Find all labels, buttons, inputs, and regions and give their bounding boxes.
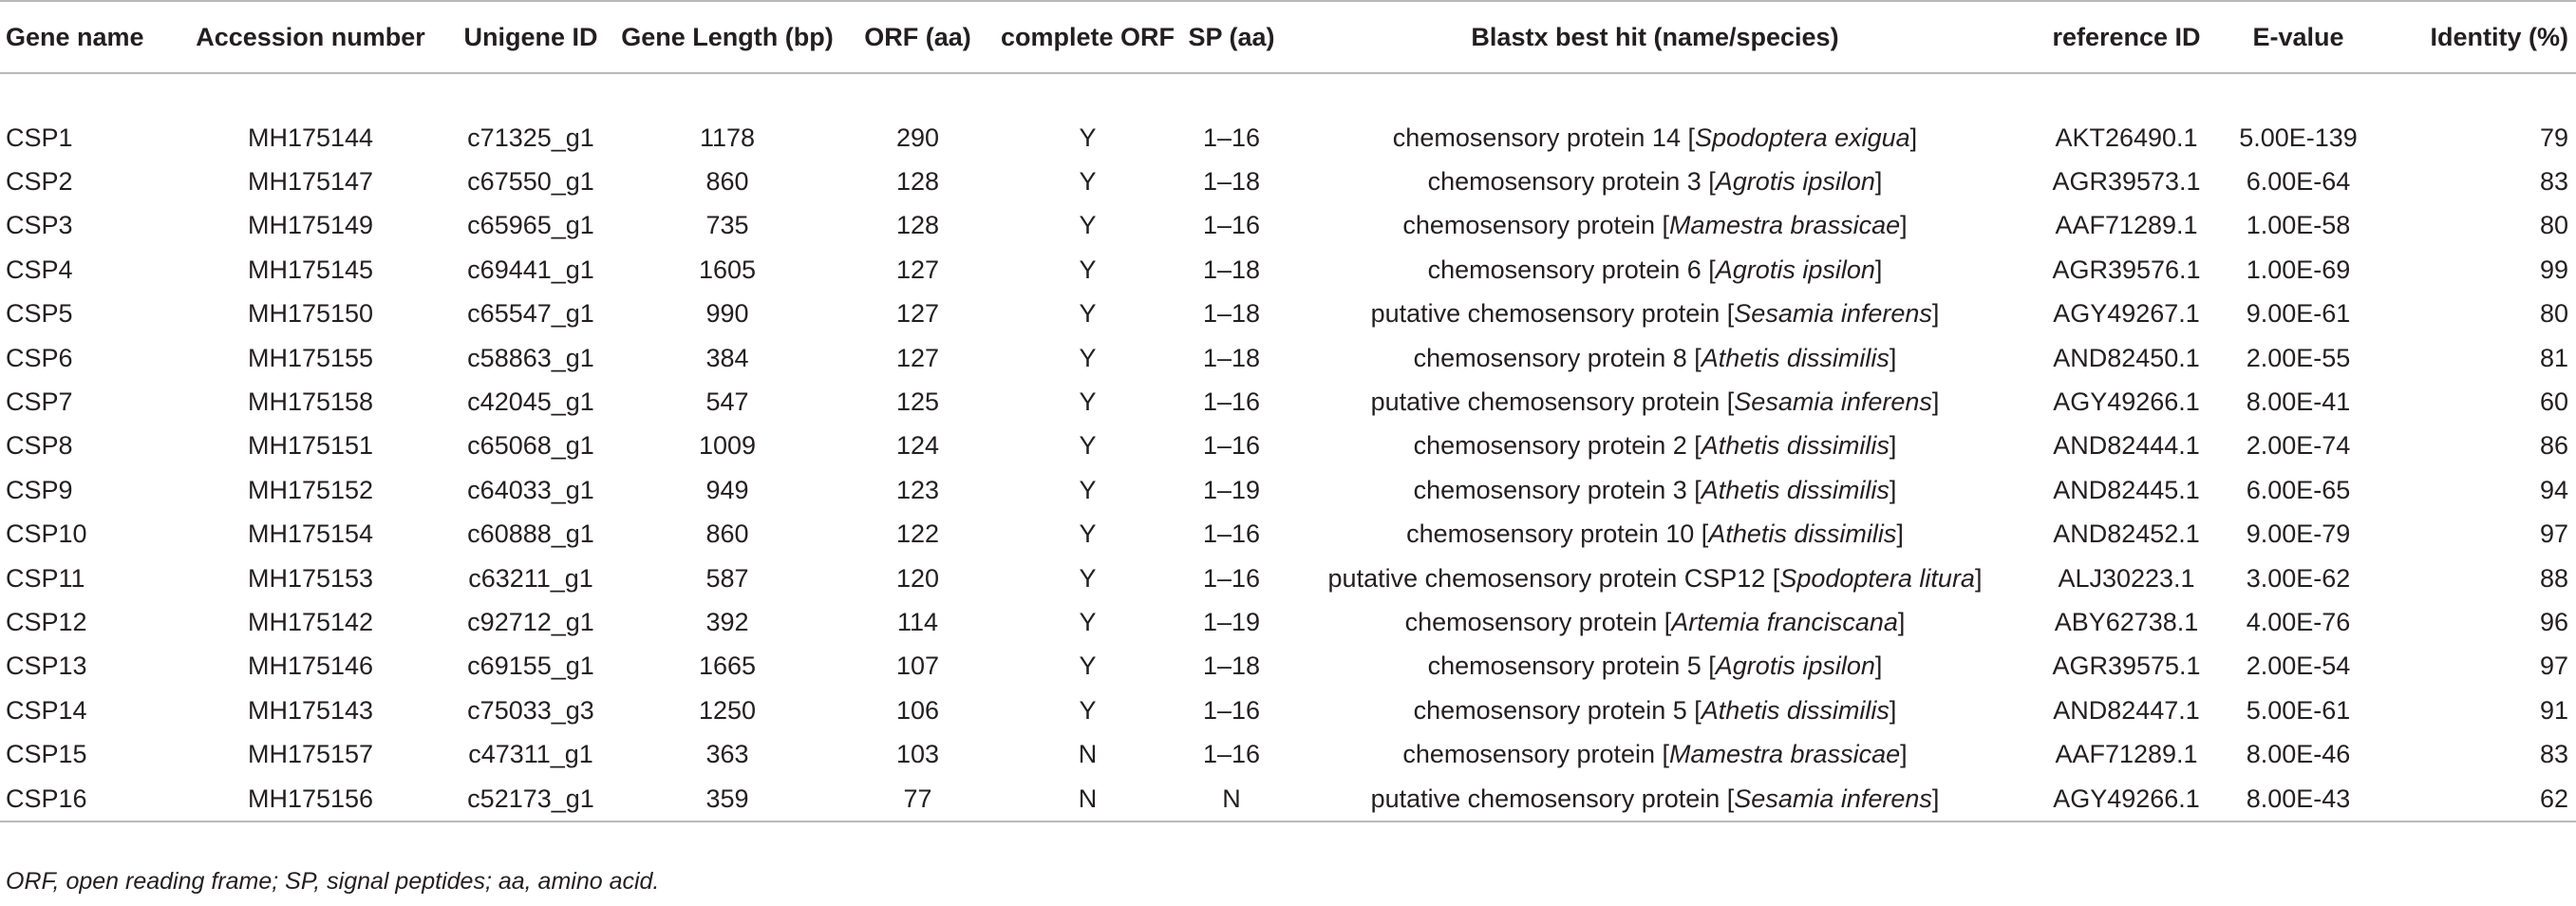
cell-unigene-id: c52173_g1 (450, 777, 611, 821)
cell-gene-name: CSP11 (6, 563, 85, 593)
cell-accession-number: MH175150 (247, 299, 374, 329)
hit-bracket-close: ] (1900, 211, 1908, 240)
hit-bracket-close: ] (1874, 651, 1883, 681)
cell-e-value: 9.00E-79 (2246, 519, 2351, 549)
cell-accession-number: MH175147 (247, 167, 374, 197)
cell-orf: 127 (895, 299, 940, 329)
cell-sp: 1–16 (1202, 563, 1261, 593)
hit-bracket-close: ] (1889, 431, 1897, 461)
cell-sp: 1–16 (1202, 387, 1261, 417)
cell-complete-orf: Y (1079, 519, 1097, 549)
cell-identity: 62 (2374, 777, 2576, 821)
cell-sp: 1–16 (1202, 740, 1261, 769)
cell-reference-id: AAF71289.1 (2055, 740, 2198, 769)
hit-bracket-close: ] (1900, 740, 1908, 769)
cell-identity: 83 (2539, 167, 2568, 197)
cell-e-value: 2.00E-74 (2246, 431, 2351, 461)
hit-bracket-close: ] (1931, 387, 1940, 417)
cell-accession-number: MH175151 (247, 431, 374, 461)
cell-gene-length: 860 (705, 519, 749, 549)
cell-identity: 83 (2539, 740, 2568, 769)
hit-name: chemosensory protein 5 (1413, 695, 1687, 725)
hit-name: chemosensory protein 10 (1406, 519, 1695, 549)
cell-gene-name: CSP10 (6, 519, 87, 549)
cell-e-value: 4.00E-76 (2246, 607, 2351, 636)
hit-bracket-open: [ (1655, 740, 1670, 769)
cell-gene-name: CSP4 (6, 255, 73, 284)
hit-bracket-close: ] (1889, 343, 1897, 372)
hit-name: chemosensory protein 5 (1427, 651, 1702, 681)
cell-complete-orf: Y (1079, 255, 1097, 284)
cell-gene-length: 1178 (699, 123, 756, 152)
cell-unigene-id: c47311_g1 (468, 740, 593, 769)
hit-bracket-close: ] (1931, 299, 1940, 329)
cell-gene-length: 860 (705, 167, 749, 197)
hit-bracket-close: ] (1889, 695, 1897, 725)
cell-gene-name: CSP14 (6, 695, 87, 725)
hit-bracket-close: ] (1974, 563, 1983, 593)
hit-bracket-open: [ (1701, 167, 1716, 197)
cell-reference-id: AAF71289.1 (2055, 211, 2198, 240)
hit-bracket-open: [ (1765, 563, 1780, 593)
table-header (0, 1, 2576, 73)
cell-sp: 1–16 (1202, 695, 1261, 725)
table-body (0, 73, 2576, 821)
cell-accession-number: MH175156 (171, 777, 450, 821)
cell-e-value: 9.00E-61 (2246, 299, 2351, 329)
hit-species: Artemia franciscana (1671, 607, 1898, 636)
cell-identity: 79 (2539, 123, 2568, 152)
hit-bracket-close: ] (1931, 783, 1940, 813)
cell-blastx-best-hit (1280, 160, 2030, 203)
header-gene-length: Gene Length (bp) (611, 1, 843, 73)
cell-complete-orf: Y (1079, 475, 1097, 504)
table-footnote: ORF, open reading frame; SP, signal peptides; aa, amino acid. (6, 868, 660, 895)
cell-complete-orf: N (1078, 740, 1098, 769)
cell-orf: 122 (895, 519, 940, 549)
cell-e-value: 5.00E-61 (2246, 695, 2351, 725)
header-identity: Identity (%) (2374, 1, 2576, 73)
cell-identity: 99 (2539, 255, 2568, 284)
cell-identity: 80 (2539, 211, 2568, 240)
cell-blastx-best-hit (1280, 645, 2030, 689)
cell-complete-orf: Y (1079, 431, 1097, 461)
cell-gene-name: CSP7 (6, 387, 73, 417)
cell-identity: 96 (2539, 607, 2568, 636)
cell-blastx-best-hit (1280, 732, 2030, 776)
cell-blastx-best-hit (1280, 425, 2030, 468)
cell-blastx-best-hit (1280, 557, 2030, 600)
cell-reference-id: AND82450.1 (2053, 343, 2200, 372)
cell-orf: 123 (895, 475, 940, 504)
cell-e-value: 1.00E-58 (2246, 211, 2351, 240)
hit-species: Sesamia inferens (1734, 387, 1932, 417)
table-row (0, 777, 2576, 821)
cell-reference-id: AGR39573.1 (2052, 167, 2201, 197)
hit-bracket-open: [ (1680, 123, 1695, 152)
cell-complete-orf: Y (1079, 563, 1097, 593)
cell-unigene-id: c75033_g3 (467, 695, 594, 725)
cell-accession-number: MH175157 (247, 740, 374, 769)
hit-bracket-open: [ (1686, 431, 1702, 461)
cell-gene-name: CSP1 (6, 123, 73, 152)
cell-identity: 91 (2539, 695, 2568, 725)
cell-gene-name: CSP16 (0, 777, 171, 821)
cell-unigene-id: c65068_g1 (467, 431, 594, 461)
cell-identity: 88 (2539, 563, 2568, 593)
cell-identity: 97 (2539, 651, 2568, 681)
cell-gene-length: 949 (705, 475, 749, 504)
hit-species: Agrotis ipsilon (1715, 167, 1875, 197)
hit-name: chemosensory protein (1402, 740, 1655, 769)
cell-e-value: 1.00E-69 (2246, 255, 2351, 284)
cell-unigene-id: c92712_g1 (467, 607, 594, 636)
hit-species: Athetis dissimilis (1701, 343, 1890, 372)
table-row (0, 645, 2576, 689)
hit-species: Athetis dissimilis (1701, 475, 1890, 504)
table-row (0, 689, 2576, 732)
cell-sp: 1–18 (1202, 343, 1261, 372)
cell-accession-number: MH175149 (247, 211, 374, 240)
cell-identity: 80 (2539, 299, 2568, 329)
cell-orf: 106 (895, 695, 940, 725)
hit-bracket-open: [ (1720, 387, 1735, 417)
spacer-cell (0, 73, 2576, 116)
header-e-value: E-value (2223, 1, 2374, 73)
table-row (0, 160, 2576, 203)
cell-unigene-id: c69155_g1 (467, 651, 594, 681)
cell-sp: N (1183, 777, 1280, 821)
cell-e-value: 2.00E-54 (2246, 651, 2351, 681)
cell-identity: 60 (2539, 387, 2568, 417)
hit-bracket-close: ] (1897, 607, 1906, 636)
cell-unigene-id: c67550_g1 (467, 167, 594, 197)
cell-accession-number: MH175146 (247, 651, 374, 681)
cell-orf: 128 (895, 167, 940, 197)
cell-gene-name: CSP2 (6, 167, 73, 197)
cell-unigene-id: c65547_g1 (467, 299, 594, 329)
cell-reference-id: AKT26490.1 (2055, 123, 2198, 152)
cell-accession-number: MH175145 (247, 255, 374, 284)
cell-unigene-id: c64033_g1 (467, 475, 594, 504)
hit-bracket-close: ] (1874, 167, 1883, 197)
cell-reference-id: AGY49266.1 (2030, 777, 2223, 821)
table-row (0, 336, 2576, 380)
cell-reference-id: AGY49267.1 (2053, 299, 2200, 329)
hit-bracket-open: [ (1686, 343, 1702, 372)
cell-sp: 1–16 (1202, 431, 1261, 461)
cell-sp: 1–18 (1202, 167, 1261, 197)
cell-gene-length: 363 (705, 740, 749, 769)
cell-accession-number: MH175155 (247, 343, 374, 372)
cell-identity: 97 (2539, 519, 2568, 549)
cell-unigene-id: c63211_g1 (468, 563, 593, 593)
cell-e-value: 2.00E-55 (2246, 343, 2351, 372)
hit-species: Athetis dissimilis (1701, 695, 1890, 725)
spacer-row (0, 73, 2576, 116)
cell-reference-id: AGR39576.1 (2052, 255, 2201, 284)
cell-sp: 1–18 (1202, 255, 1261, 284)
header-row (0, 1, 2576, 73)
cell-blastx-best-hit (1280, 204, 2030, 248)
cell-accession-number: MH175154 (247, 519, 374, 549)
header-blastx-best-hit: Blastx best hit (name/species) (1280, 1, 2030, 73)
cell-complete-orf: Y (1079, 343, 1097, 372)
cell-gene-length: 359 (611, 777, 843, 821)
table-row (0, 380, 2576, 424)
table-row (0, 600, 2576, 644)
cell-reference-id: ABY62738.1 (2054, 607, 2199, 636)
cell-gene-length: 587 (705, 563, 749, 593)
hit-species: Agrotis ipsilon (1715, 651, 1875, 681)
cell-blastx-best-hit (1280, 293, 2030, 336)
cell-blastx-best-hit (1280, 600, 2030, 644)
table-row (0, 468, 2576, 512)
hit-species: Mamestra brassicae (1669, 211, 1901, 240)
cell-sp: 1–18 (1202, 299, 1261, 329)
cell-blastx-best-hit (1280, 380, 2030, 424)
hit-bracket-open: [ (1720, 783, 1735, 813)
cell-unigene-id: c60888_g1 (467, 519, 594, 549)
cell-orf: 103 (895, 740, 940, 769)
hit-bracket-open: [ (1720, 299, 1735, 329)
table-row (0, 513, 2576, 557)
cell-e-value: 8.00E-41 (2246, 387, 2351, 417)
cell-unigene-id: c65965_g1 (467, 211, 594, 240)
cell-blastx-best-hit (1280, 116, 2030, 160)
cell-complete-orf: Y (1079, 651, 1097, 681)
cell-orf: 107 (895, 651, 940, 681)
cell-e-value: 8.00E-43 (2223, 777, 2374, 821)
hit-name: putative chemosensory protein CSP12 (1327, 563, 1766, 593)
cell-accession-number: MH175152 (247, 475, 374, 504)
cell-gene-length: 1665 (698, 651, 757, 681)
cell-complete-orf: Y (1079, 387, 1097, 417)
cell-e-value: 5.00E-139 (2239, 123, 2358, 152)
cell-unigene-id: c69441_g1 (467, 255, 594, 284)
cell-gene-name: CSP8 (6, 431, 73, 461)
table-row (0, 248, 2576, 292)
cell-orf: 114 (896, 607, 939, 636)
header-gene-name: Gene name (0, 1, 171, 73)
cell-accession-number: MH175153 (247, 563, 374, 593)
cell-gene-name: CSP6 (6, 343, 73, 372)
hit-name: putative chemosensory protein (1370, 387, 1720, 417)
cell-e-value: 6.00E-64 (2246, 167, 2351, 197)
cell-gene-length: 1250 (698, 695, 757, 725)
cell-accession-number: MH175144 (247, 123, 374, 152)
cell-gene-name: CSP12 (6, 607, 87, 636)
cell-blastx-best-hit (1280, 248, 2030, 292)
cell-complete-orf: Y (1079, 299, 1097, 329)
hit-species: Athetis dissimilis (1701, 431, 1890, 461)
cell-complete-orf: Y (1079, 211, 1097, 240)
cell-orf: 127 (895, 255, 940, 284)
cell-blastx-best-hit (1280, 336, 2030, 380)
cell-identity: 94 (2539, 475, 2568, 504)
cell-reference-id: ALJ30223.1 (2058, 563, 2195, 593)
hit-name: chemosensory protein 3 (1427, 167, 1702, 197)
cell-unigene-id: c42045_g1 (467, 387, 594, 417)
cell-gene-length: 1009 (698, 431, 757, 461)
cell-sp: 1–19 (1202, 475, 1261, 504)
cell-gene-length: 392 (705, 607, 749, 636)
cell-e-value: 8.00E-46 (2246, 740, 2351, 769)
cell-unigene-id: c58863_g1 (467, 343, 594, 372)
cell-blastx-best-hit (1280, 689, 2030, 732)
hit-bracket-close: ] (1909, 123, 1918, 152)
cell-sp: 1–18 (1202, 651, 1261, 681)
cell-unigene-id: c71325_g1 (467, 123, 594, 152)
cell-complete-orf: Y (1079, 123, 1097, 152)
cell-sp: 1–16 (1202, 123, 1261, 152)
cell-gene-name: CSP9 (6, 475, 73, 504)
hit-bracket-close: ] (1889, 475, 1897, 504)
hit-name: putative chemosensory protein (1370, 783, 1720, 813)
hit-species: Agrotis ipsilon (1715, 255, 1875, 284)
table-row (0, 204, 2576, 248)
hit-name: chemosensory protein 14 (1392, 123, 1681, 152)
cell-reference-id: AGR39575.1 (2052, 651, 2201, 681)
table-row (0, 425, 2576, 468)
cell-sp: 1–16 (1202, 519, 1261, 549)
hit-species: Athetis dissimilis (1708, 519, 1897, 549)
cell-blastx-best-hit (1280, 513, 2030, 557)
hit-name: chemosensory protein 2 (1413, 431, 1687, 461)
cell-orf: 77 (843, 777, 992, 821)
hit-bracket-open: [ (1686, 695, 1702, 725)
cell-sp: 1–19 (1202, 607, 1261, 636)
cell-orf: 127 (895, 343, 940, 372)
cell-blastx-best-hit (1280, 468, 2030, 512)
cell-complete-orf: Y (1079, 695, 1097, 725)
cell-gene-length: 990 (705, 299, 749, 329)
cell-orf: 125 (895, 387, 940, 417)
cell-complete-orf: Y (1079, 167, 1097, 197)
cell-accession-number: MH175158 (247, 387, 374, 417)
cell-gene-name: CSP15 (6, 740, 87, 769)
hit-bracket-open: [ (1686, 475, 1702, 504)
hit-species: Sesamia inferens (1734, 299, 1932, 329)
cell-orf: 128 (895, 211, 940, 240)
hit-species: Sesamia inferens (1734, 783, 1932, 813)
header-sp: SP (aa) (1183, 1, 1280, 73)
cell-orf: 290 (895, 123, 940, 152)
hit-name: chemosensory protein (1404, 607, 1658, 636)
cell-e-value: 6.00E-65 (2246, 475, 2351, 504)
hit-bracket-open: [ (1701, 651, 1716, 681)
cell-identity: 81 (2539, 343, 2568, 372)
cell-complete-orf: Y (1079, 607, 1097, 636)
cell-gene-length: 1605 (698, 255, 757, 284)
header-complete-orf: complete ORF (992, 1, 1183, 73)
hit-bracket-open: [ (1655, 211, 1670, 240)
cell-gene-length: 735 (705, 211, 749, 240)
hit-bracket-close: ] (1896, 519, 1904, 549)
header-unigene-id: Unigene ID (450, 1, 611, 73)
hit-bracket-open: [ (1701, 255, 1716, 284)
cell-reference-id: AND82445.1 (2053, 475, 2200, 504)
hit-bracket-open: [ (1694, 519, 1709, 549)
cell-complete-orf: N (992, 777, 1183, 821)
hit-name: chemosensory protein 8 (1413, 343, 1687, 372)
hit-species: Spodoptera exigua (1694, 123, 1910, 152)
cell-gene-name: CSP3 (6, 211, 73, 240)
cell-orf: 120 (895, 563, 940, 593)
cell-e-value: 3.00E-62 (2246, 563, 2351, 593)
cell-gene-length: 384 (705, 343, 749, 372)
cell-reference-id: AND82452.1 (2053, 519, 2200, 549)
hit-name: putative chemosensory protein (1370, 299, 1720, 329)
header-accession-number: Accession number (171, 1, 450, 73)
hit-name: chemosensory protein 3 (1413, 475, 1687, 504)
cell-reference-id: AND82444.1 (2053, 431, 2200, 461)
cell-reference-id: AND82447.1 (2053, 695, 2200, 725)
cell-sp: 1–16 (1202, 211, 1261, 240)
table-row (0, 116, 2576, 160)
header-orf: ORF (aa) (843, 1, 992, 73)
cell-orf: 124 (895, 431, 940, 461)
hit-bracket-close: ] (1874, 255, 1883, 284)
header-reference-id: reference ID (2030, 1, 2223, 73)
cell-gene-length: 547 (705, 387, 749, 417)
table-row (0, 732, 2576, 776)
cell-gene-name: CSP5 (6, 299, 73, 329)
cell-blastx-best-hit (1280, 777, 2030, 821)
table-row (0, 293, 2576, 336)
cell-accession-number: MH175143 (247, 695, 374, 725)
hit-name: chemosensory protein (1402, 211, 1655, 240)
hit-species: Mamestra brassicae (1669, 740, 1901, 769)
cell-identity: 86 (2539, 431, 2568, 461)
hit-bracket-open: [ (1657, 607, 1672, 636)
hit-species: Spodoptera litura (1779, 563, 1975, 593)
table-row (0, 557, 2576, 600)
cell-accession-number: MH175142 (247, 607, 374, 636)
cell-reference-id: AGY49266.1 (2053, 387, 2200, 417)
cell-gene-name: CSP13 (6, 651, 87, 681)
hit-name: chemosensory protein 6 (1427, 255, 1702, 284)
